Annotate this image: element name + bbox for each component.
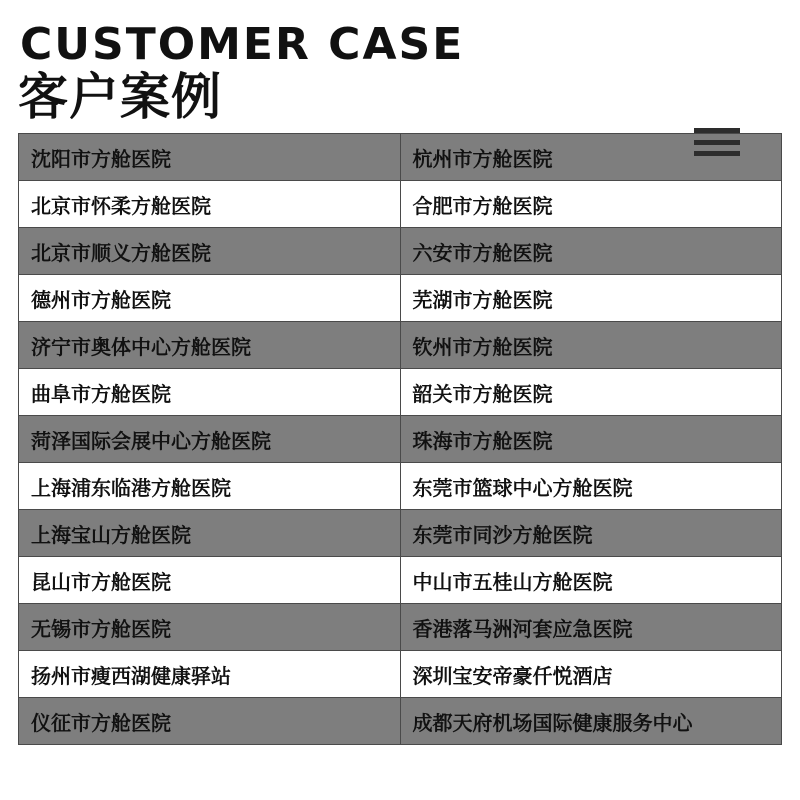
table-cell-left: 曲阜市方舱医院 [19,369,401,416]
hamburger-menu-icon[interactable] [694,128,740,156]
table-cell-left: 仪征市方舱医院 [19,698,401,745]
table-cell-right: 芜湖市方舱医院 [400,275,782,322]
table-cell-right: 成都天府机场国际健康服务中心 [400,698,782,745]
table-row [19,604,782,651]
table-cell-left: 上海宝山方舱医院 [19,510,401,557]
customer-case-table [18,133,782,745]
table-cell-left: 济宁市奥体中心方舱医院 [19,322,401,369]
page-title-chinese: 客户案例 [18,69,222,126]
table-cell-right: 香港落马洲河套应急医院 [400,604,782,651]
table-cell-right: 合肥市方舱医院 [400,181,782,228]
table-cell-right: 中山市五桂山方舱医院 [400,557,782,604]
table-row [19,557,782,604]
table-cell-right: 杭州市方舱医院 [400,134,782,181]
table-cell-right: 深圳宝安帝豪仟悦酒店 [400,651,782,698]
table-cell-right: 钦州市方舱医院 [400,322,782,369]
table-row [19,369,782,416]
menu-bar-middle [694,140,740,145]
menu-bar-top [694,128,740,133]
table-cell-left: 沈阳市方舱医院 [19,134,401,181]
table-cell-right: 东莞市同沙方舱医院 [400,510,782,557]
table-row [19,510,782,557]
table-row [19,651,782,698]
table-cell-left: 德州市方舱医院 [19,275,401,322]
table-cell-right: 六安市方舱医院 [400,228,782,275]
table-row [19,416,782,463]
table-row [19,181,782,228]
page-title-english: CUSTOMER CASE [20,19,465,70]
table-cell-left: 昆山市方舱医院 [19,557,401,604]
table-row [19,463,782,510]
table-cell-left: 菏泽国际会展中心方舱医院 [19,416,401,463]
table-row [19,698,782,745]
table-row [19,134,782,181]
table-row [19,228,782,275]
table-cell-right: 珠海市方舱医院 [400,416,782,463]
table-cell-right: 东莞市篮球中心方舱医院 [400,463,782,510]
table-cell-left: 扬州市瘦西湖健康驿站 [19,651,401,698]
table-row [19,275,782,322]
table-row [19,322,782,369]
table-cell-right: 韶关市方舱医院 [400,369,782,416]
table-cell-left: 上海浦东临港方舱医院 [19,463,401,510]
table-cell-left: 无锡市方舱医院 [19,604,401,651]
table-cell-left: 北京市顺义方舱医院 [19,228,401,275]
page-header [18,0,782,125]
customer-case-table-body [19,134,782,745]
table-cell-left: 北京市怀柔方舱医院 [19,181,401,228]
menu-bar-bottom [694,151,740,156]
